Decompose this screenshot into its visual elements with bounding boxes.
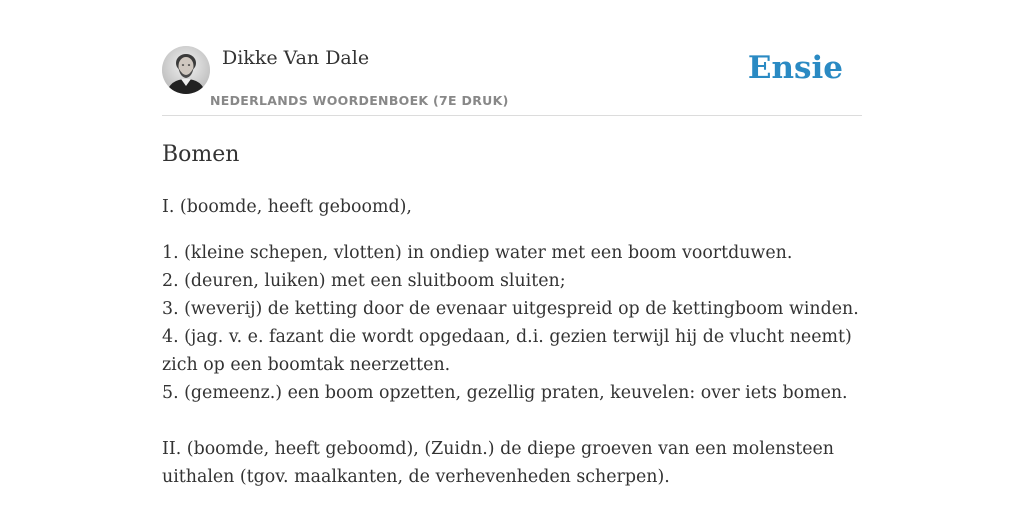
sense-item: 4. (jag. v. e. fazant die wordt opgedaan, d.i. gezien terwijl hij de vlucht neemt) zich op een boomtak neerzetten. [162, 327, 852, 375]
entry-title: Bomen [162, 142, 240, 167]
part1-intro: I. (boomde, heeft geboomd), [162, 197, 412, 217]
sense-list [162, 239, 862, 407]
source-label[interactable]: NEDERLANDS WOORDENBOEK (7E DRUK) [210, 93, 509, 108]
page-header [162, 46, 862, 116]
sense-item: 5. (gemeenz.) een boom opzetten, gezellig praten, keuvelen: over iets bomen. [162, 383, 848, 403]
sense-item: 3. (weverij) de ketting door de evenaar uitgespreid op de kettingboom winden. [162, 299, 859, 319]
brand-logo[interactable]: Ensie [747, 50, 843, 86]
sense-item: 2. (deuren, luiken) met een sluitboom sluiten; [162, 271, 566, 291]
portrait-icon [162, 46, 210, 94]
author-name[interactable]: Dikke Van Dale [222, 47, 370, 69]
part2-definition: II. (boomde, heeft geboomd), (Zuidn.) de diepe groeven van een molensteen uithalen (tgov. maalkanten, de verhevenheden scherpen). [162, 439, 835, 487]
avatar[interactable] [162, 46, 210, 94]
sense-item: 1. (kleine schepen, vlotten) in ondiep water met een boom voortduwen. [162, 243, 793, 263]
entry-content [162, 140, 862, 491]
